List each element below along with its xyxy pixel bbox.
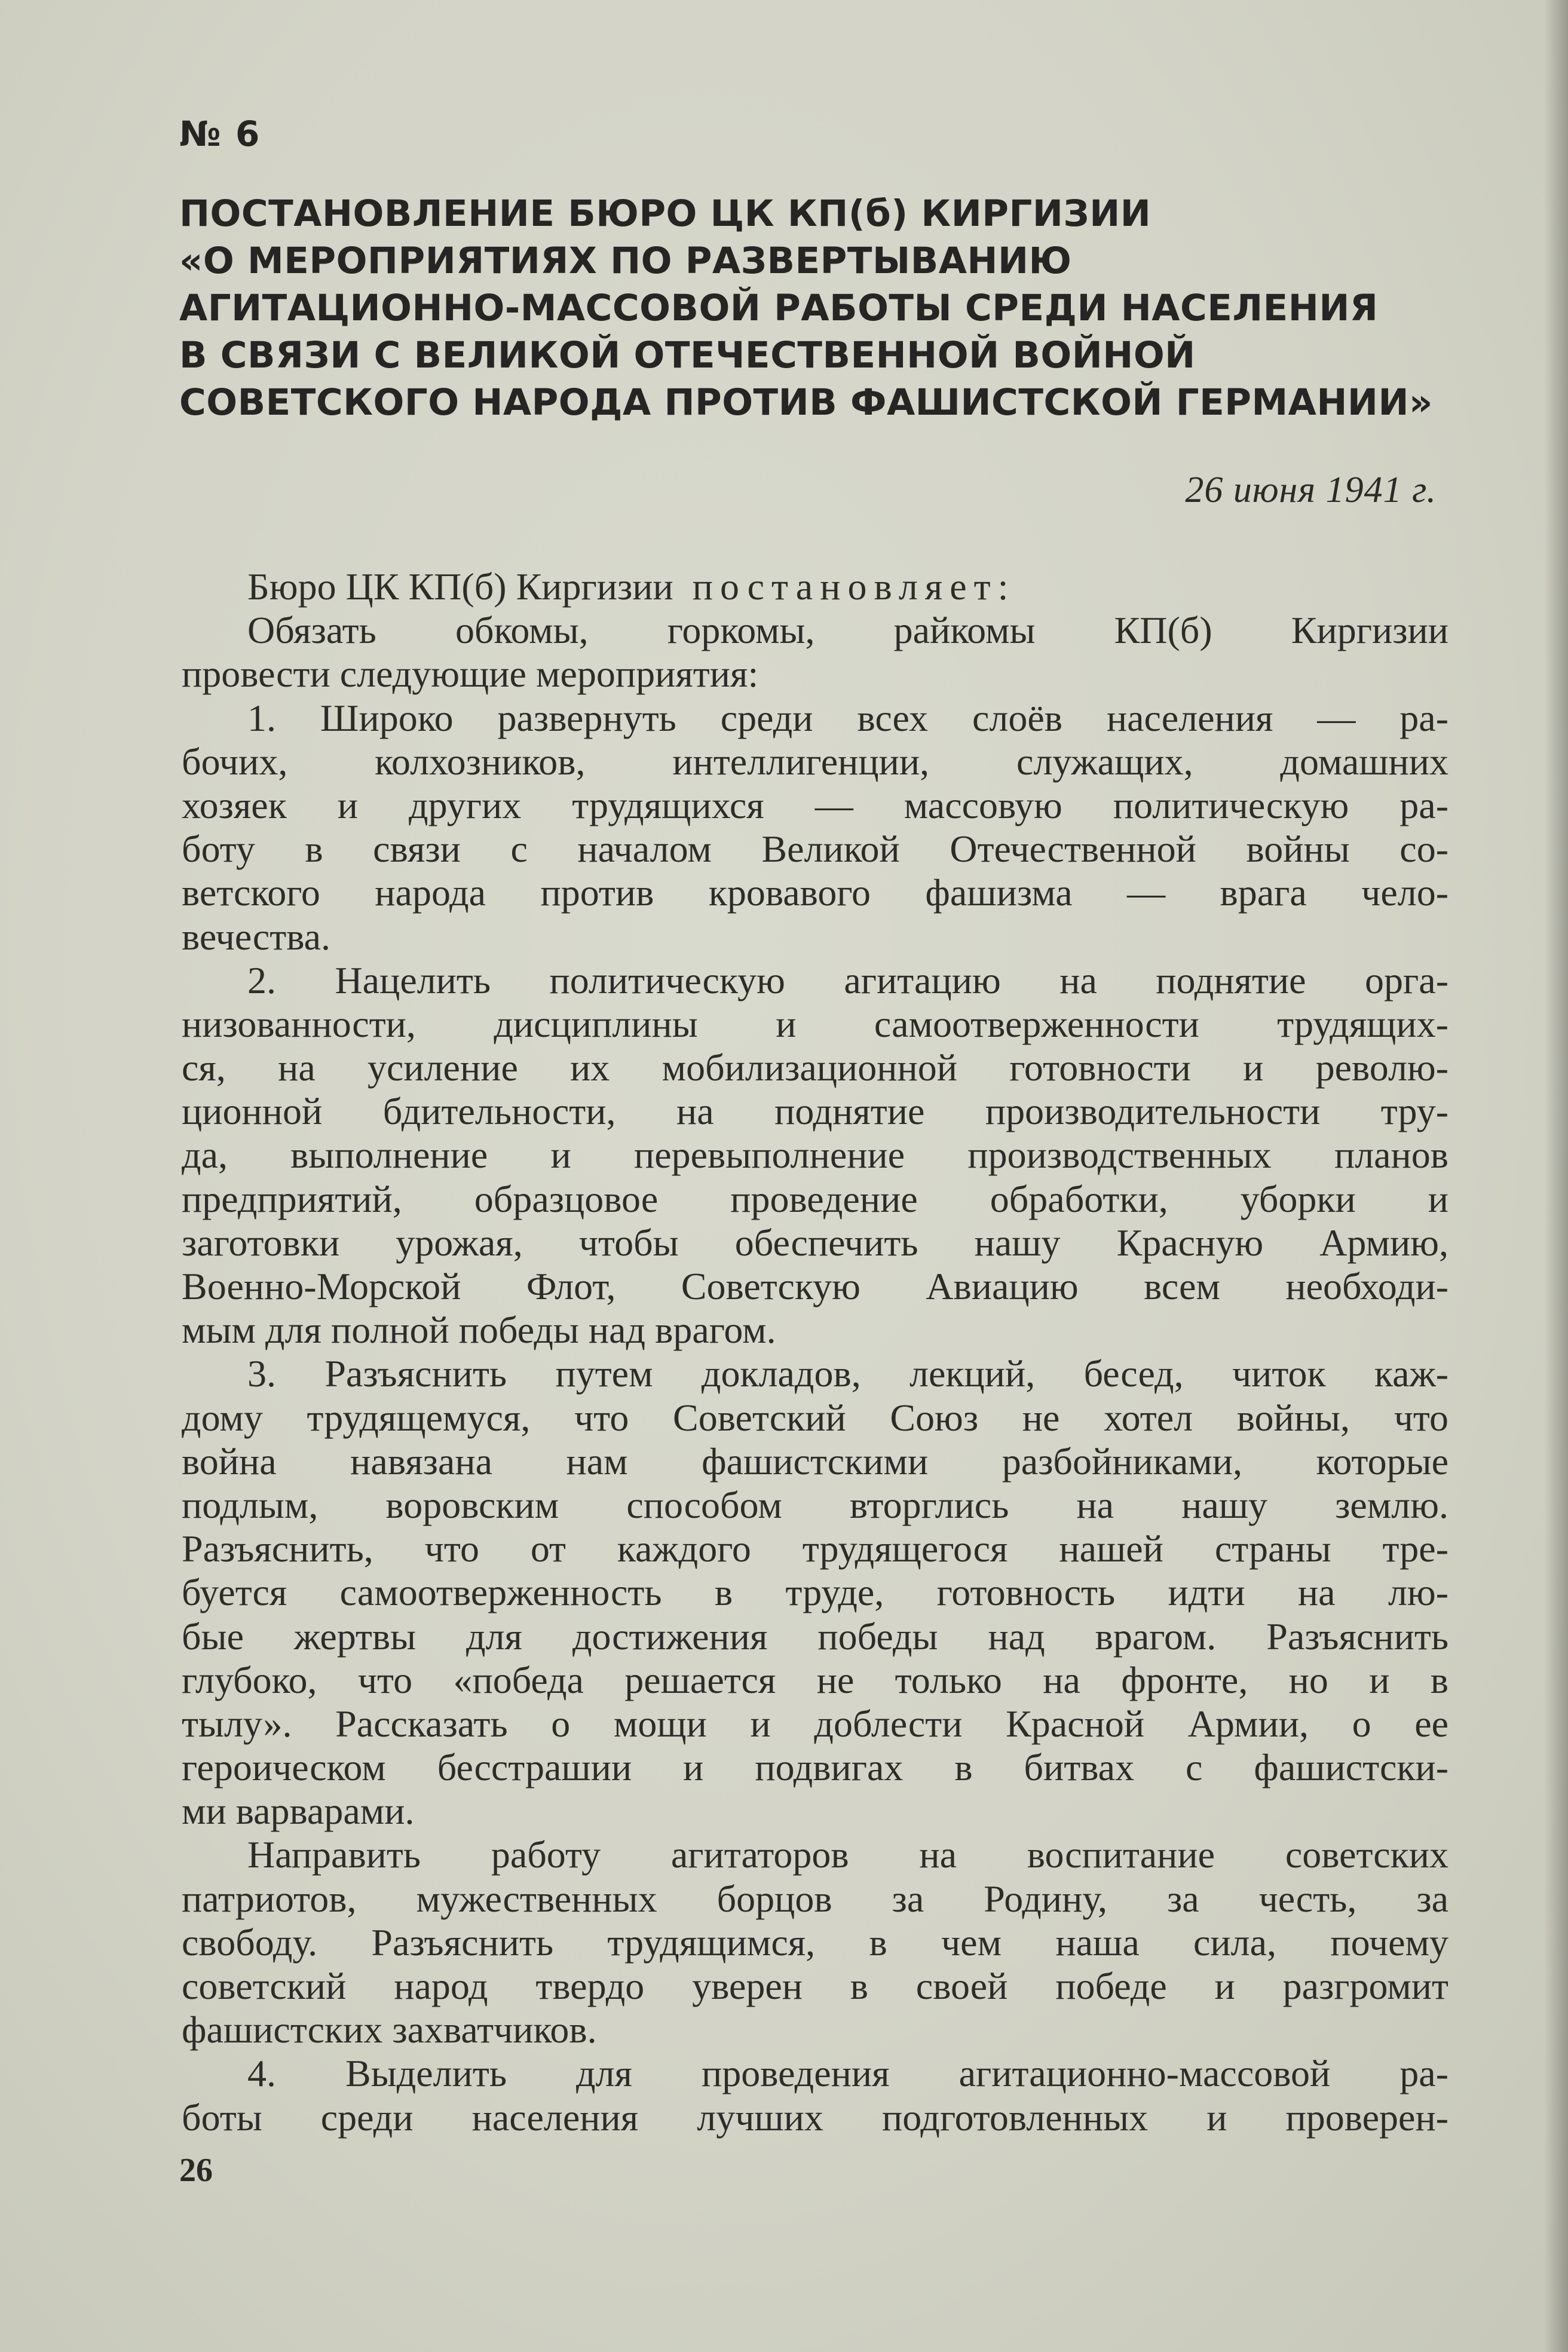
body-line: буется самоотверженность в труде, готовность идти на лю- — [182, 1571, 1448, 1614]
body-line: низованности, дисциплины и самоотверженности трудящих- — [182, 1002, 1448, 1045]
body-line: ми варварами. — [182, 1790, 415, 1833]
body-line: бочих, колхозников, интеллигенции, служащих, домашних — [182, 740, 1448, 783]
body-line: боты среди населения лучших подготовленных и проверен- — [182, 2096, 1448, 2139]
body-line: вечества. — [182, 915, 330, 958]
body-line: героическом бесстрашии и подвигах в битвах с фашистски- — [182, 1746, 1448, 1789]
body-line: да, выполнение и перевыполнение производственных планов — [182, 1134, 1448, 1177]
body-line: советский народ твердо уверен в своей победе и разгромит — [182, 1965, 1448, 2007]
body-line: дому трудящемуся, что Советский Союз не хотел войны, что — [182, 1396, 1448, 1439]
body-line: подлым, воровским способом вторглись на нашу землю. — [182, 1483, 1448, 1526]
body-line: война навязана нам фашистскими разбойниками, которые — [182, 1440, 1448, 1483]
intro-prefix: Бюро ЦК КП(б) Киргизии — [247, 565, 673, 608]
body-line: патриотов, мужественных борцов за Родину, за честь, за — [182, 1877, 1448, 1920]
body-line: 4. Выделить для проведения агитационно-массовой ра- — [247, 2052, 1448, 2095]
page-edge-shadow — [1544, 0, 1568, 2352]
body-line: ветского народа против кровавого фашизма — врага чело- — [182, 871, 1448, 914]
body-line: 3. Разъяснить путем докладов, лекций, бесед, читок каж- — [247, 1352, 1448, 1395]
title-line: АГИТАЦИОННО-МАССОВОЙ РАБОТЫ СРЕДИ НАСЕЛЕНИЯ — [179, 287, 1379, 329]
document-body — [182, 565, 1448, 2139]
body-line: 1. Широко развернуть среди всех слоёв населения — ра- — [247, 696, 1448, 739]
body-line: свободу. Разъяснить трудящимся, в чем наша сила, почему — [182, 1921, 1448, 1964]
body-line: предприятий, образцовое проведение обработки, уборки и — [182, 1177, 1448, 1220]
document-number: № 6 — [179, 114, 261, 154]
body-line: заготовки урожая, чтобы обеспечить нашу Красную Армию, — [182, 1221, 1448, 1264]
intro-line — [182, 565, 1448, 608]
body-line: Направить работу агитаторов на воспитание советских — [247, 1833, 1448, 1876]
body-line: ционной бдительности, на поднятие производительности тру- — [182, 1090, 1448, 1133]
document-date: 26 июня 1941 г. — [1185, 470, 1437, 510]
body-line: тылу». Рассказать о мощи и доблести Красной Армии, о ее — [182, 1702, 1448, 1745]
body-line: фашистских захватчиков. — [182, 2008, 597, 2051]
title-line: ПОСТАНОВЛЕНИЕ БЮРО ЦК КП(б) КИРГИЗИИ — [179, 192, 1152, 235]
body-line: ся, на усиление их мобилизационной готовности и револю- — [182, 1046, 1448, 1089]
body-line: Обязать обкомы, горкомы, райкомы КП(б) Киргизии — [247, 609, 1448, 652]
body-line: боту в связи с началом Великой Отечественной войны со- — [182, 828, 1448, 871]
page-number: 26 — [179, 2152, 213, 2189]
title-line: В СВЯЗИ С ВЕЛИКОЙ ОТЕЧЕСТВЕННОЙ ВОЙНОЙ — [179, 334, 1196, 376]
body-line: бые жертвы для достижения победы над врагом. Разъяснить — [182, 1615, 1448, 1658]
body-line: Разъяснить, что от каждого трудящегося нашей страны тре- — [182, 1527, 1448, 1570]
body-line: 2. Нацелить политическую агитацию на поднятие орга- — [247, 958, 1448, 1002]
title-line: СОВЕТСКОГО НАРОДА ПРОТИВ ФАШИСТСКОЙ ГЕРМАНИИ» — [179, 381, 1433, 424]
title-line: «О МЕРОПРИЯТИЯХ ПО РАЗВЕРТЫВАНИЮ — [179, 240, 1072, 282]
body-line: глубоко, что «победа решается не только на фронте, но и в — [182, 1658, 1448, 1701]
body-line: хозяек и других трудящихся — массовую политическую ра- — [182, 783, 1448, 826]
body-line: мым для полной победы над врагом. — [182, 1309, 776, 1352]
document-title — [179, 190, 1440, 426]
body-line: провести следующие мероприятия: — [182, 653, 759, 696]
intro-spaced-verb: постановляет: — [692, 565, 1016, 608]
body-line: Военно-Морской Флот, Советскую Авиацию всем необходи- — [182, 1265, 1448, 1307]
